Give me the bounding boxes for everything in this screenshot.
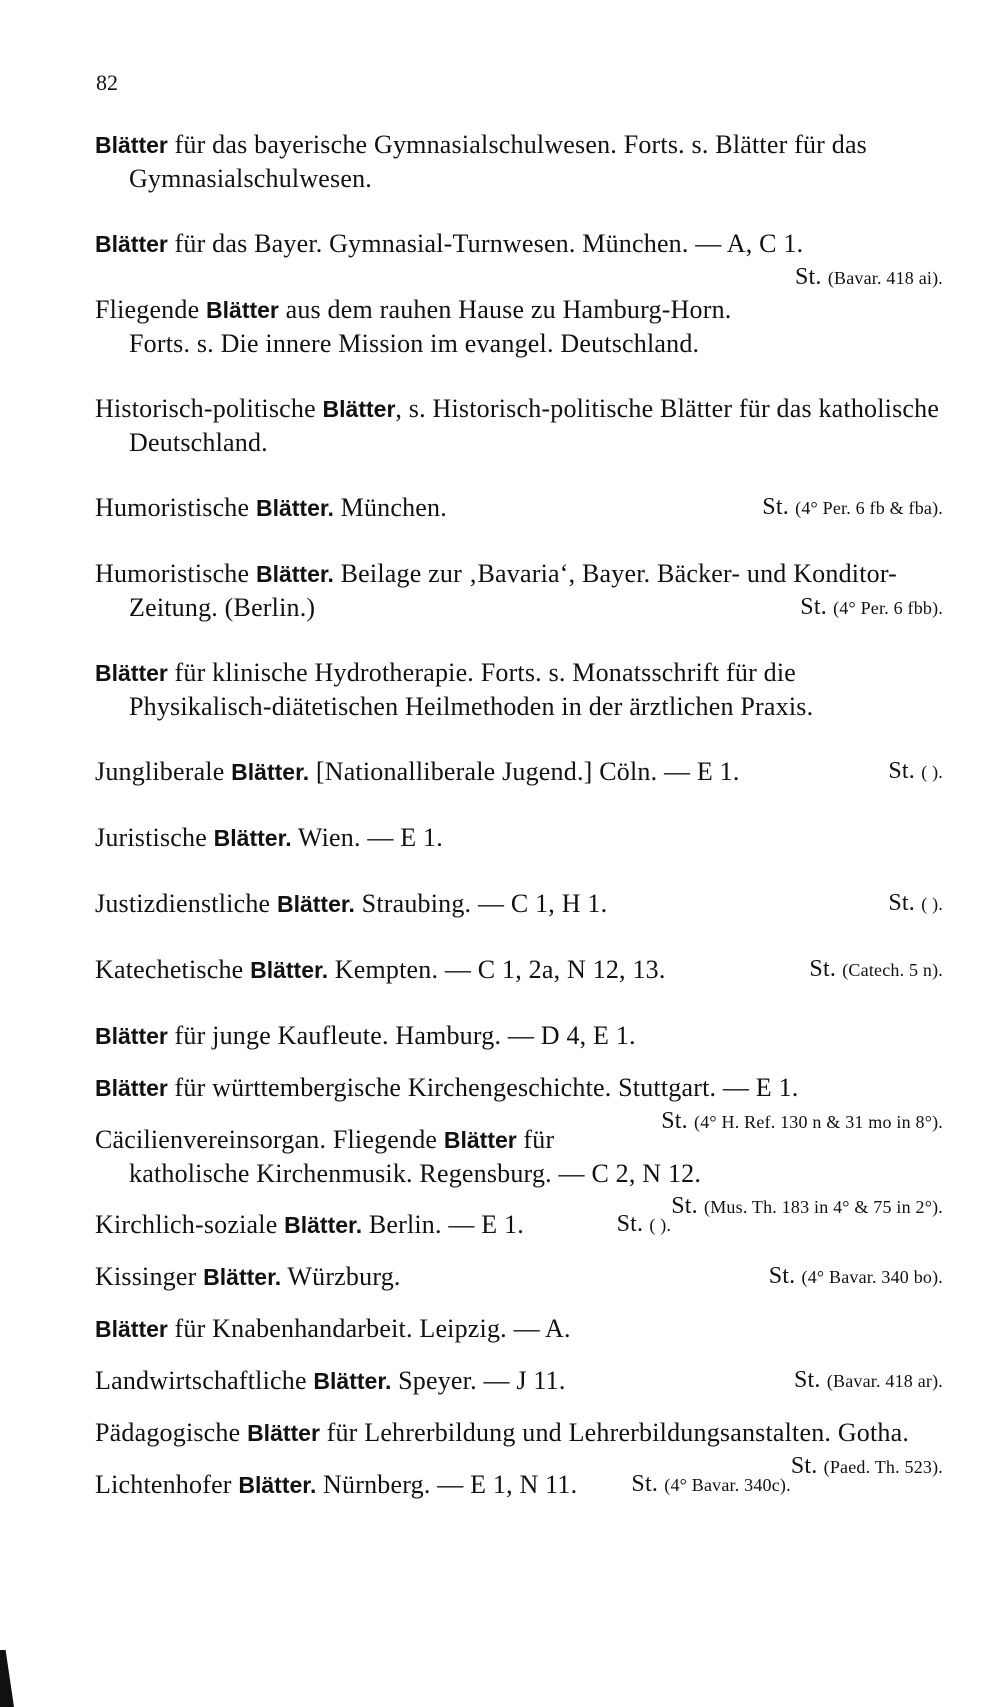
catalog-entry: [95, 1019, 943, 1053]
catalog-entry: [95, 1364, 943, 1398]
catalog-entry: [95, 293, 943, 360]
entry-text: für klinische Hydrotherapie. Forts. s. Monatsschrift für die Physikalisch-diätetischen Heilmethoden in der ärztlichen Praxis.: [129, 658, 814, 721]
entry-keyword: Blätter: [95, 1075, 168, 1101]
shelfmark: St. ( ).: [616, 1211, 672, 1237]
entry-text: aus dem rauhen Hause zu Hamburg-Horn. Forts. s. Die innere Mission im evangel. Deutschland.: [129, 295, 732, 358]
catalog-entry: [95, 821, 943, 855]
entry-keyword: Blätter.: [250, 957, 329, 983]
entry-prefix: Kissinger: [95, 1262, 204, 1291]
catalog-entries: [95, 128, 943, 1520]
catalog-entry: [95, 1416, 943, 1479]
entry-text: für Lehrerbildung und Lehrerbildungsanstalten. Gotha.: [319, 1418, 910, 1447]
catalog-entry: [95, 1260, 943, 1294]
entry-text: , s. Historisch-politische Blätter für das katholische Deutschland.: [129, 394, 940, 457]
catalog-entry: [95, 128, 943, 195]
entry-prefix: Pädagogische: [95, 1418, 248, 1447]
entry-keyword: Blätter: [95, 132, 168, 158]
entry-keyword: Blätter: [95, 1316, 168, 1342]
shelfmark: St. (Mus. Th. 183 in 4° & 75 in 2°).: [671, 1193, 943, 1219]
shelfmark: St. ( ).: [888, 758, 943, 784]
entry-text: für württembergische Kirchengeschichte. Stuttgart. — E 1.: [167, 1073, 799, 1102]
entry-prefix: Landwirtschaftliche: [95, 1366, 314, 1395]
entry-keyword: Blätter: [443, 1127, 517, 1153]
entry-keyword: Blätter: [322, 396, 396, 422]
entry-text: München.: [333, 493, 447, 522]
entry-prefix: Juristische: [95, 823, 214, 852]
shelfmark: St. (4° Per. 6 fbb).: [800, 594, 943, 620]
entry-keyword: Blätter.: [255, 495, 334, 521]
catalog-entry: [95, 953, 943, 987]
catalog-entry: [95, 1312, 943, 1346]
entry-keyword: Blätter.: [203, 1264, 282, 1290]
entry-prefix: Humoristische: [95, 559, 256, 588]
shelfmark: St. (Bavar. 418 ar).: [794, 1367, 943, 1393]
catalog-entry: [95, 887, 943, 921]
entry-prefix: Jungliberale: [95, 757, 232, 786]
shelfmark: St. ( ).: [888, 890, 943, 916]
shelfmark: St. (4° H. Ref. 130 n & 31 mo in 8°).: [661, 1108, 943, 1134]
entry-keyword: Blätter: [247, 1420, 320, 1446]
catalog-entry: [95, 755, 943, 789]
entry-keyword: Blätter: [206, 297, 279, 323]
entry-text: für katholische Kirchenmusik. Regensburg. — C 2, N 12.: [129, 1125, 702, 1188]
entry-prefix: Katechetische: [95, 955, 251, 984]
shelfmark: St. (4° Per. 6 fb & fba).: [762, 494, 943, 520]
entry-keyword: Blätter: [95, 660, 168, 686]
scan-edge-mark: [0, 1650, 14, 1707]
entry-keyword: Blätter.: [284, 1212, 363, 1238]
catalog-entry: [95, 557, 943, 624]
entry-prefix: Justizdienstliche: [95, 889, 277, 918]
entry-keyword: Blätter.: [276, 891, 355, 917]
entry-text: Wien. — E 1.: [291, 823, 443, 852]
entry-text: Berlin. — E 1.: [362, 1210, 524, 1239]
entry-keyword: Blätter.: [213, 825, 292, 851]
shelfmark: St. (Bavar. 418 ai).: [795, 264, 943, 290]
shelfmark: St. (Paed. Th. 523).: [790, 1453, 943, 1479]
entry-keyword: Blätter.: [313, 1368, 392, 1394]
entry-text: für das Bayer. Gymnasial-Turnwesen. München. — A, C 1.: [167, 229, 804, 258]
entry-keyword: Blätter.: [255, 561, 334, 587]
entry-prefix: Kirchlich-soziale: [95, 1210, 285, 1239]
catalog-entry: [95, 227, 943, 290]
shelfmark: St. (4° Bavar. 340 bo).: [768, 1263, 943, 1289]
entry-text: [Nationalliberale Jugend.] Cöln. — E 1.: [309, 757, 740, 786]
entry-text: Speyer. — J 11.: [391, 1366, 566, 1395]
entry-prefix: Lichtenhofer: [95, 1470, 239, 1499]
entry-text: Würzburg.: [281, 1262, 401, 1291]
page-number: 82: [96, 70, 118, 95]
catalog-entry: [95, 656, 943, 723]
catalog-entry: [95, 491, 943, 525]
entry-text: Straubing. — C 1, H 1.: [354, 889, 608, 918]
entry-prefix: Cäcilienvereinsorgan. Fliegende: [95, 1125, 444, 1154]
shelfmark: St. (4° Bavar. 340c).: [631, 1471, 791, 1497]
entry-keyword: Blätter.: [231, 759, 310, 785]
entry-keyword: Blätter.: [238, 1472, 317, 1498]
entry-text: Beilage zur ‚Bavaria‘, Bayer. Bäcker- und Konditor-Zeitung. (Berlin.): [129, 559, 898, 622]
catalog-entry: [95, 1071, 943, 1134]
catalog-entry: [95, 392, 943, 459]
entry-keyword: Blätter: [95, 1023, 168, 1049]
entry-text: für Knabenhandarbeit. Leipzig. — A.: [167, 1314, 571, 1343]
entry-text: für das bayerische Gymnasialschulwesen. Forts. s. Blätter für das Gymnasialschulwesen.: [129, 130, 867, 193]
shelfmark: St. (Catech. 5 n).: [809, 956, 943, 982]
entry-keyword: Blätter: [95, 231, 168, 257]
entry-prefix: Historisch-politische: [95, 394, 323, 423]
entry-prefix: Humoristische: [95, 493, 256, 522]
entry-text: Nürnberg. — E 1, N 11.: [316, 1470, 578, 1499]
entry-prefix: Fliegende: [95, 295, 207, 324]
entry-text: für junge Kaufleute. Hamburg. — D 4, E 1.: [167, 1021, 636, 1050]
entry-text: Kempten. — C 1, 2a, N 12, 13.: [328, 955, 666, 984]
